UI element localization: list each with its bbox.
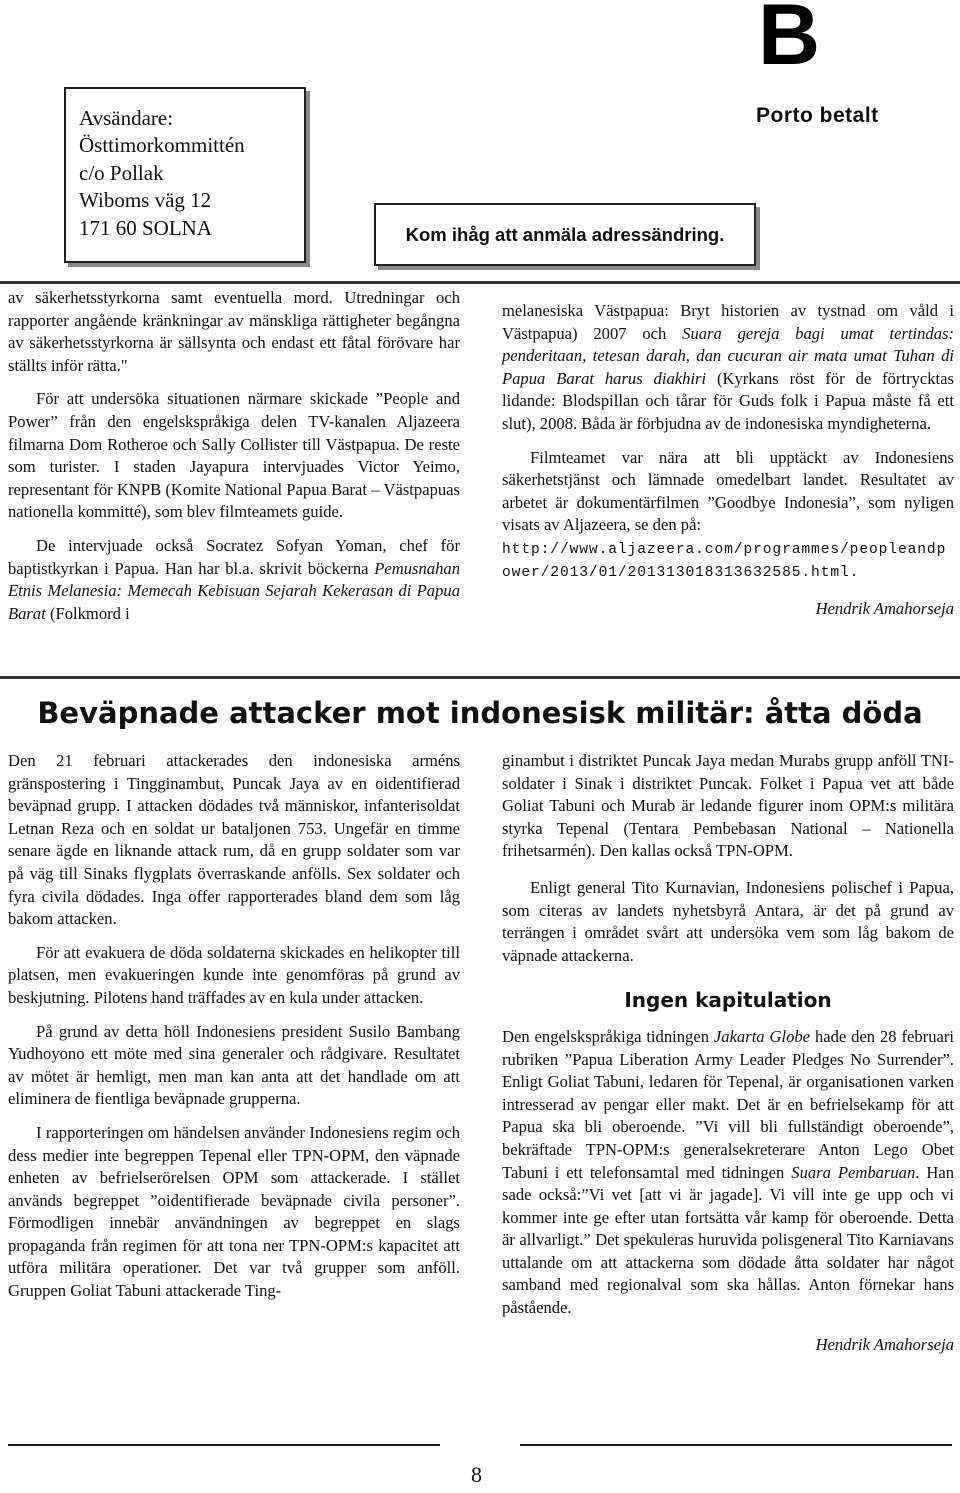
- paragraph: I rapporteringen om händelsen använder Indonesiens regim och dess medier inte begreppen Tepenal eller TPN-OPM, den väpnade enheten av befrielserörelsen OPM som attackerade. I stället används begreppet ”oidentifierade beväpnade civila personer”. Förmodligen innebär användningen av begreppet en slags propaganda från regimen för att tona ner TPN-OPM:s kapacitet att utföra militära operationer. Det var två grupper som anföll. Gruppen Goliat Tabuni attackerade Ting-: [8, 1122, 460, 1301]
- article-headline: Beväpnade attacker mot indonesisk militär: åtta döda: [37, 696, 923, 730]
- paragraph: [8, 535, 460, 625]
- paragraph: Den 21 februari attackerades den indonesiska arméns gränspostering i Tingginambut, Puncak Jaya av en oidentifierad beväpnad grupp. I attacken dödades två människor, infanterisoldat Letnan Reza och en soldat ur bataljonen 753. Ungefär en timme senare ägde en liknande attack rum, då en grupp soldater som var på väg till Sinaks flygplats överraskande anfölls. Sex soldater och fyra civila dödades. Inga offer rapporterades bland dem som låg bakom attacken.: [8, 751, 460, 929]
- sender-line: 171 60 SOLNA: [79, 215, 213, 240]
- paragraph: För att evakuera de döda soldaterna skickades en helikopter till platsen, men evakueringen kunde inte genomföras på grund av beskjutning. Pilotens hand träffades av en kula under attacken.: [8, 942, 460, 1007]
- article-url: http://www.aljazeera.com/programmes/peopleandpower/2013/01/201313018313632585.html.: [502, 541, 947, 581]
- paragraph-text: melanesiska Västpapua: Bryt historien av tystnad om våld i Västpapua) 2007 och: [502, 301, 954, 343]
- sender-line: Avsändare:: [79, 106, 174, 130]
- footer-rule-right: [520, 1444, 952, 1446]
- paragraph-text: De intervjuade också Socratez Sofyan Yoman, chef för baptistkyrkan i Papua. Han har bl.a. skrivit böckerna: [8, 535, 460, 578]
- top-article-right-column: [502, 300, 954, 621]
- category-letter: B: [758, 0, 821, 83]
- divider-top: [0, 281, 960, 284]
- top-article-left-column: [8, 287, 460, 625]
- divider-middle: [0, 676, 960, 679]
- main-article-right-column: [502, 750, 954, 1356]
- sender-address-box: [64, 87, 306, 263]
- paragraph-text: hade den 28 februari rubriken ”Papua Liberation Army Leader Pledges No Surrender”. Enligt Goliat Tabuni, ledaren för Tepenal, är organisationen varken intresserad av pengar eller makt. Det är en befrielsekamp för att Papua ska bli oberoende. ”Vi vill bli fullständigt oberoende”, bekräftade TPN-OPM:s generalsekreterare Anton Lego Obet Tabuni i ett telefonsamtal med tidningen: [502, 1026, 954, 1182]
- paragraph-text: (Kyrkans röst för de förtrycktas lidande: Blodspillan och tårar för Guds folk i Papua måste få ett slut), 2008. Båda är förbjudna av de indonesiska myndigheterna.: [502, 368, 954, 433]
- paragraph: [502, 1026, 954, 1320]
- paragraph: För att undersöka situationen närmare skickade ”People and Power” från den engelskspråkiga delen TV-kanalen Aljazeera filmarna Dom Rotheroe och Sally Collister till Västpapua. De reste som turister. I staden Jayapura intervjuades Victor Yeimo, representant för KNPB (Komite National Papua Barat – Västpapuas nationella kommitté), som blev filmteamets guide.: [8, 389, 460, 522]
- reminder-text: Kom ihåg att anmäla adressändring.: [405, 223, 725, 245]
- newspaper-name: Jakarta Globe: [713, 1026, 811, 1046]
- section-subheading: Ingen kapitulation: [624, 988, 832, 1013]
- paragraph: av säkerhetsstyrkorna samt eventuella mord. Utredningar och rapporter angående kränkningar av mänskliga rättigheter begångna av säkerhetsstyrkorna är sällsynta och endast ett fåtal förövare har ställts inför rätta.": [8, 288, 460, 375]
- paragraph-text: (Folkmord i: [49, 603, 130, 623]
- main-article-left-column: [8, 750, 460, 1303]
- page-number: 8: [471, 1462, 482, 1487]
- address-change-reminder: [374, 203, 756, 266]
- sender-line: Wiboms väg 12: [79, 188, 212, 213]
- paragraph-text: Den engelskspråkiga tidningen: [502, 1026, 710, 1046]
- paragraph: Filmteamet var nära att bli upptäckt av Indonesiens säkerhetstjänst och lämnade omedelbart landet. Resultatet av arbetet är dokumentärfilmen ”Goodbye Indonesia”, som nyligen visats av Aljazeera, se den på:: [502, 447, 954, 535]
- paragraph-text: . Han sade också:”Vi vet [att vi är jagade]. Vi vill inte ge upp och vi kommer inte ge efter utan fortsätta vår kamp för oberoende. Detta är allvarligt.” Det spekuleras huruvida polisgeneral Tito Karniavans uttalande om att attackerna som dödade åtta soldater har något samband med regionalval som ska hållas. Anton förnekar hans påstående.: [502, 1162, 954, 1318]
- author-signature: Hendrik Amahorseja: [815, 1334, 954, 1354]
- sender-line: Östtimorkommittén: [79, 133, 245, 158]
- book-title: Pemusnahan Etnis Melanesia: Memecah Kebisuan Sejarah Kekerasan di Papua Barat: [8, 558, 460, 623]
- paragraph: [502, 300, 954, 436]
- postage-label: Porto betalt: [756, 104, 879, 127]
- paragraph: Enligt general Tito Kurnavian, Indonesiens polischef i Papua, som citeras av landets nyhetsbyrå Antara, är det på grund av terrängen i området svårt att undersöka vem som låg bakom de väpnade attackerna.: [502, 877, 954, 965]
- book-title: Suara gereja bagi umat tertindas: penderitaan, tetesan darah, dan cucuran air mata umat Tuhan di Papua Barat harus diakhiri: [502, 323, 954, 388]
- footer-rule-left: [8, 1444, 440, 1446]
- paragraph: ginambut i distriktet Puncak Jaya medan Murabs grupp anföll TNI-soldater i Sinak i distriktet Puncak. Folket i Papua vet att både Goliat Tabuni och Murab är ledande figurer inom OPM:s militära styrka Tepenal (Tentara Pembebasan National – Nationella frihetsarmén). Den kallas också TPN-OPM.: [502, 751, 954, 861]
- newspaper-name: Suara Pembaruan: [791, 1162, 916, 1182]
- sender-line: c/o Pollak: [79, 160, 164, 185]
- author-signature: Hendrik Amahorseja: [815, 599, 954, 619]
- paragraph: På grund av detta höll Indonesiens president Susilo Bambang Yudhoyono ett möte med sina generaler och rådgivare. Resultatet av mötet är hemligt, men man kan anta att det handlade om att eliminera de fientliga beväpnade grupperna.: [8, 1021, 460, 1109]
